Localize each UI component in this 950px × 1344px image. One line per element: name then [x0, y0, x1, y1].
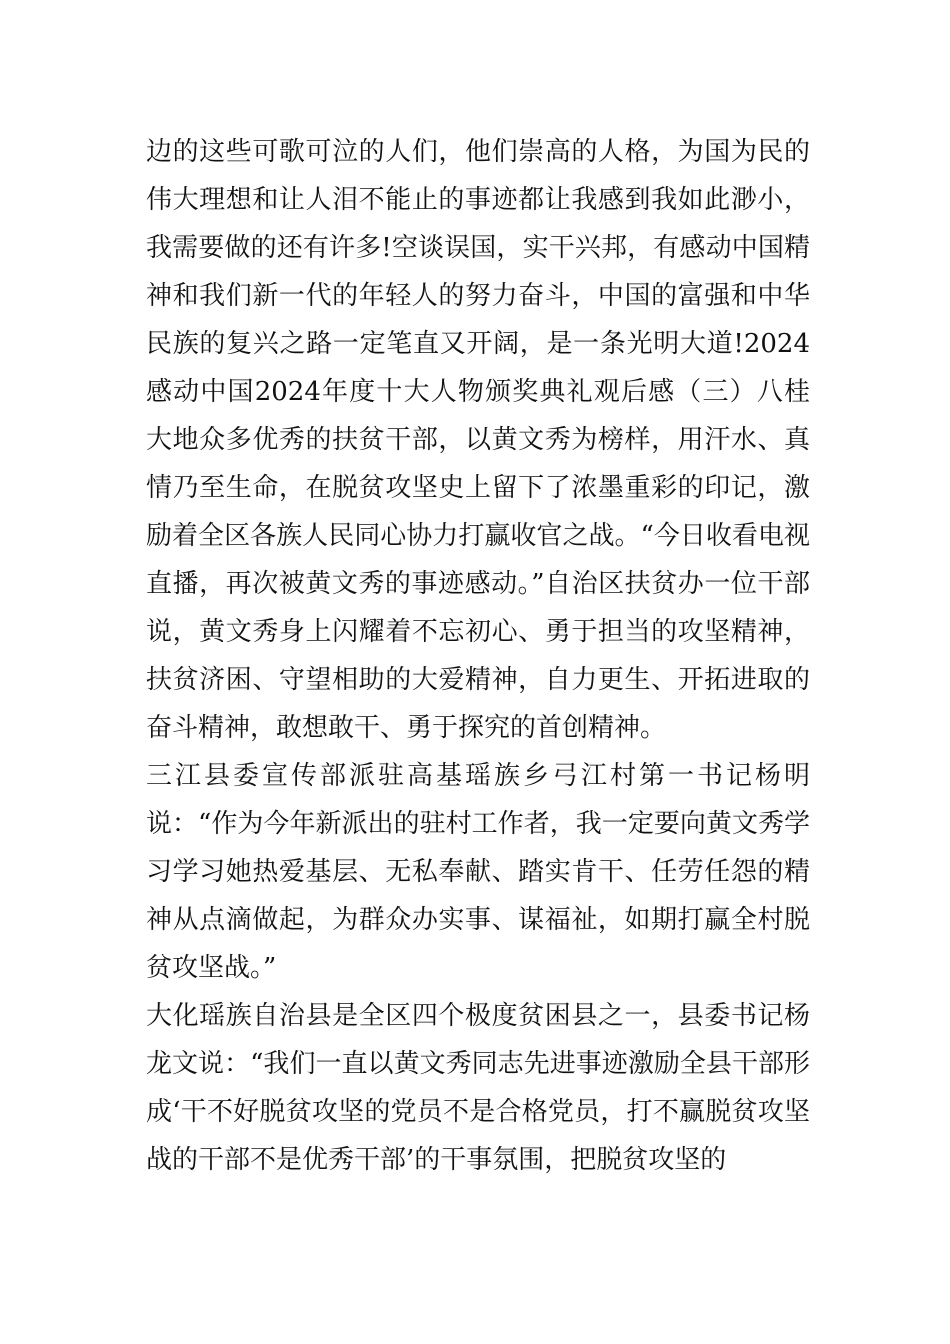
paragraph-1: 边的这些可歌可泣的人们，他们崇高的人格，为国为民的伟大理想和让人泪不能止的事迹都让我感到我如此渺小，我需要做的还有许多!空谈误国，实干兴邦，有感动中国精神和我们新一代的年轻人的努力奋斗，中国的富强和中华民族的复兴之路一定笔直又开阔，是一条光明大道!2024感动中国2024年度十大人物颁奖典礼观后感（三）八桂大地众多优秀的扶贫干部，以黄文秀为榜样，用汗水、真情乃至生命，在脱贫攻坚史上留下了浓墨重彩的印记，激励着全区各族人民同心协力打赢收官之战。“今日收看电视直播，再次被黄文秀的事迹感动。”自治区扶贫办一位干部说，黄文秀身上闪耀着不忘初心、勇于担当的攻坚精神，扶贫济困、守望相助的大爱精神，自力更生、开拓进取的奋斗精神，敢想敢干、勇于探究的首创精神。 — [146, 137, 810, 743]
paragraph-3: 大化瑶族自治县是全区四个极度贫困县之一，县委书记杨龙文说：“我们一直以黄文秀同志先进事迹激励全县干部形成‘干不好脱贫攻坚的党员不是合格党员，打不赢脱贫攻坚战的干部不是优秀干部’的干事氛围，把脱贫攻坚的 — [146, 1001, 810, 1175]
paragraph-2: 三江县委宣传部派驻高基瑶族乡弓江村第一书记杨明说：“作为今年新派出的驻村工作者，我一定要向黄文秀学习学习她热爱基层、无私奉献、踏实肯干、任劳任怨的精神从点滴做起，为群众办实事、谋福祉，如期打赢全村脱贫攻坚战。” — [146, 761, 810, 983]
document-body — [146, 128, 810, 1184]
